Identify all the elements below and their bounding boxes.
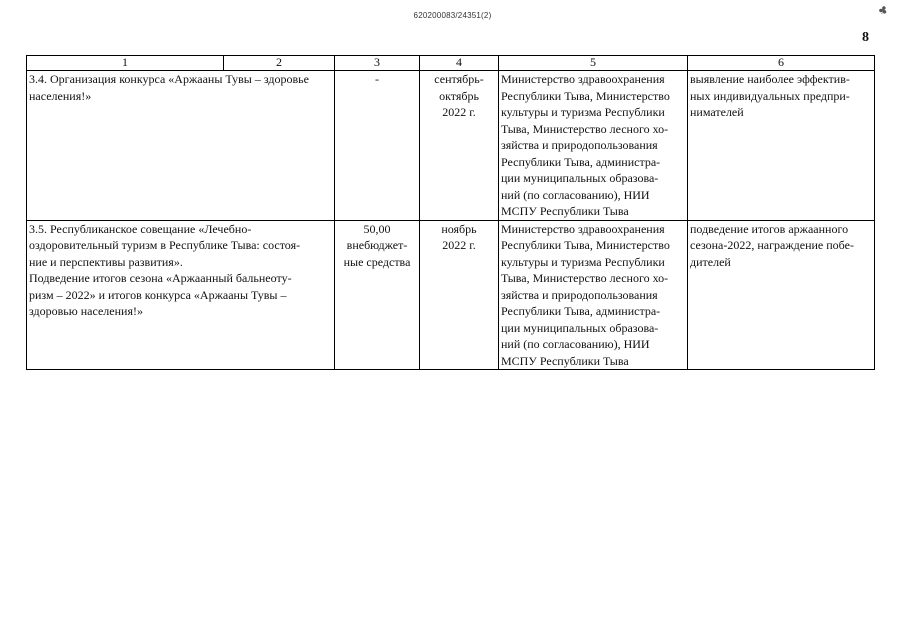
corner-scan-mark: ♣ bbox=[876, 2, 890, 19]
table-row bbox=[27, 71, 875, 221]
column-number-3: 3 bbox=[335, 56, 420, 71]
column-number-4: 4 bbox=[420, 56, 499, 71]
funding-cell: 50,00 внебюджет- ные средства bbox=[335, 220, 420, 370]
event-cell: 3.4. Организация конкурса «Аржааны Тувы – здоровье населения!» bbox=[27, 71, 335, 221]
column-number-1: 1 bbox=[27, 56, 224, 71]
page-number: 8 bbox=[862, 30, 869, 45]
responsible-cell: Министерство здравоохранения Республики Тыва, Министерство культуры и туризма Республики Тыва, Министерство лесного хо- зяйства и природопользования Республики Тыва, администра- ции муниципальных образова- ний (по согласованию), НИИ МСПУ Республики Тыва bbox=[499, 220, 688, 370]
document-id-stamp: 620200083/24351(2) bbox=[413, 11, 492, 20]
event-cell: 3.5. Республиканское совещание «Лечебно- оздоровительный туризм в Республике Тыва: состоя- ние и перспективы развития». Подведение итогов сезона «Аржаанный бальнеоту- ризм – 2022» и итогов конкурса «Аржааны Тувы – здоровью населения!» bbox=[27, 220, 335, 370]
column-number-5: 5 bbox=[499, 56, 688, 71]
plan-table bbox=[26, 55, 875, 370]
responsible-cell: Министерство здравоохранения Республики Тыва, Министерство культуры и туризма Республики Тыва, Министерство лесного хо- зяйства и природопользования Республики Тыва, администра- ции муниципальных образова- ний (по согласованию), НИИ МСПУ Республики Тыва bbox=[499, 71, 688, 221]
period-cell: сентябрь- октябрь 2022 г. bbox=[420, 71, 499, 221]
column-number-2: 2 bbox=[224, 56, 335, 71]
funding-cell: - bbox=[335, 71, 420, 221]
result-cell: выявление наиболее эффектив- ных индивидуальных предпри- нимателей bbox=[688, 71, 875, 221]
table-row bbox=[27, 220, 875, 370]
table-header-row bbox=[27, 56, 875, 71]
column-number-6: 6 bbox=[688, 56, 875, 71]
result-cell: подведение итогов аржаанного сезона-2022, награждение побе- дителей bbox=[688, 220, 875, 370]
period-cell: ноябрь 2022 г. bbox=[420, 220, 499, 370]
